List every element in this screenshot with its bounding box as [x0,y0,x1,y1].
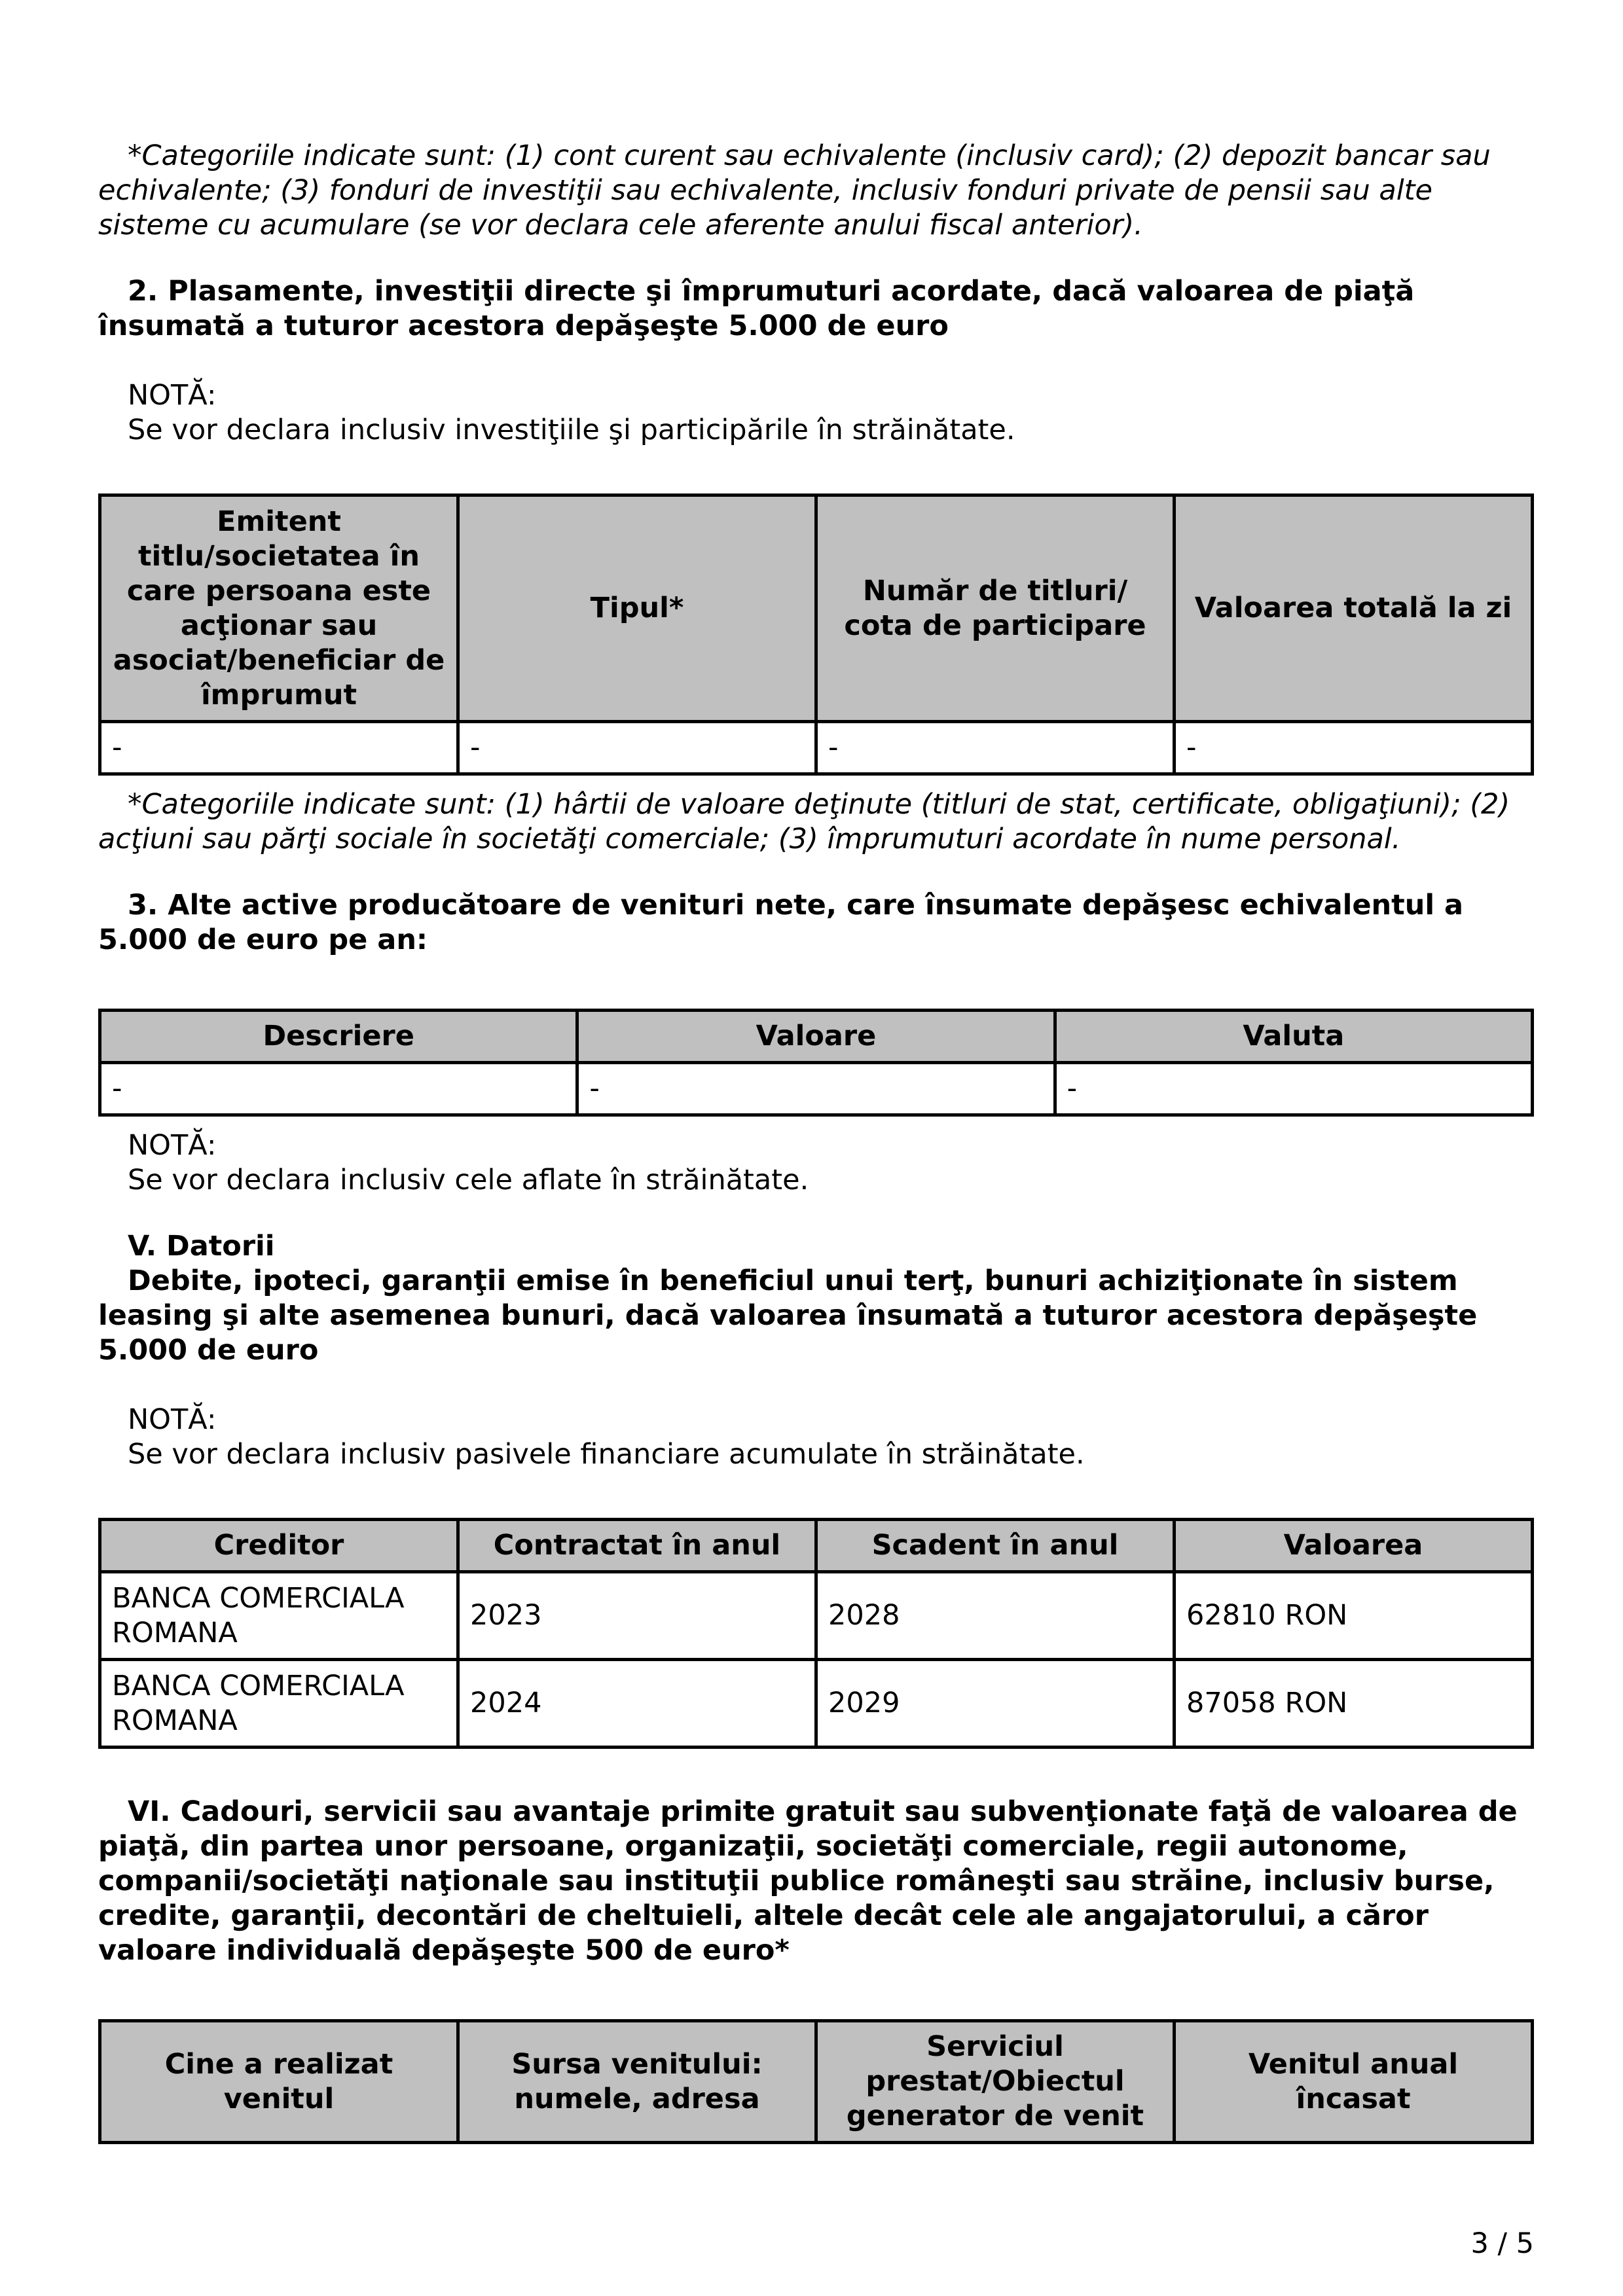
table-cell: 62810 RON [1175,1572,1533,1660]
document-page [98,139,1534,2144]
investments-table [98,493,1534,776]
footnote-section-2: *Categoriile indicate sunt: (1) hârtii de valoare deţinute (titluri de stat, certificate, obligaţiuni); (2) acţiuni sau părţi sociale în societăţi comerciale; (3) împrumuturi acordate în nume personal. [98,788,1510,855]
table-cell: - [100,1063,577,1115]
table-row [100,722,1533,774]
table-cell: 2024 [458,1660,816,1748]
header-sursa: Sursa venitului: numele, adresa [458,2021,816,2143]
footnote-section-1: *Categoriile indicate sunt: (1) cont curent sau echivalente (inclusiv card); (2) depozit bancar sau echivalente; (3) fonduri de investiţii sau echivalente, inclusiv fonduri private de pensii sau alte sisteme cu acumulare (se vor declara cele aferente anului fiscal anterior). [98,139,1491,242]
table-cell: - [100,722,458,774]
header-cine: Cine a realizat venitul [100,2021,458,2143]
table-cell: 2028 [816,1572,1175,1660]
table-cell: - [816,722,1175,774]
debts-table [98,1518,1534,1749]
table-cell: BANCA COMERCIALA ROMANA [100,1660,458,1748]
header-tipul: Tipul* [458,495,816,722]
section-2-heading: 2. Plasamente, investiţii directe şi împrumuturi acordate, dacă valoarea de piaţă însumată a tuturor acestora depăşeşte 5.000 de euro [98,275,1415,342]
table-row [100,1063,1533,1115]
table-cell: - [1055,1063,1532,1115]
section-v-note-label: NOTĂ: [128,1403,217,1436]
table-cell: 2029 [816,1660,1175,1748]
table-cell: - [1175,722,1533,774]
table-cell: 87058 RON [1175,1660,1533,1748]
header-creditor: Creditor [100,1520,458,1572]
table-cell: BANCA COMERCIALA ROMANA [100,1572,458,1660]
header-scadent: Scadent în anul [816,1520,1175,1572]
table-header-row [100,1011,1533,1063]
section-v-title: V. Datorii [128,1230,275,1263]
section-2-note-text: Se vor declara inclusiv investiţiile şi participările în străinătate. [128,414,1015,446]
header-valoarea-totala: Valoarea totală la zi [1175,495,1533,722]
table-cell: - [458,722,816,774]
page-number: 3 / 5 [1470,2227,1534,2260]
section-v-heading: Debite, ipoteci, garanţii emise în beneficiul unui terţ, bunuri achiziţionate în sistem leasing şi alte asemenea bunuri, dacă valoarea însumată a tuturor acestora depăşeşte 5.000 de euro [98,1265,1478,1367]
table-cell: 2023 [458,1572,816,1660]
gifts-table [98,2019,1534,2144]
header-emitent: Emitent titlu/societatea în care persoana este acţionar sau asociat/beneficiar de împrumut [100,495,458,722]
other-assets-table [98,1009,1534,1117]
header-valuta: Valuta [1055,1011,1532,1063]
header-numar-titluri: Număr de titluri/ cota de participare [816,495,1175,722]
section-3-note-label: NOTĂ: [128,1129,217,1162]
header-descriere: Descriere [100,1011,577,1063]
section-vi-heading: VI. Cadouri, servicii sau avantaje primite gratuit sau subvenţionate faţă de valoarea de piaţă, din partea unor persoane, organizaţii, societăţi comerciale, regii autonome, companii/societăţi naţionale sau instituţii publice româneşti sau străine, inclusiv burse, credite, garanţii, decontări de cheltuieli, altele decât cele ale angajatorului, a căror valoare individuală depăşeşte 500 de euro* [98,1795,1518,1967]
header-valoare: Valoare [577,1011,1055,1063]
section-3-heading: 3. Alte active producătoare de venituri nete, care însumate depăşesc echivalentul a 5.000 de euro pe an: [98,889,1464,956]
header-valoarea: Valoarea [1175,1520,1533,1572]
section-v-note-text: Se vor declara inclusiv pasivele financiare acumulate în străinătate. [128,1438,1085,1471]
header-contractat: Contractat în anul [458,1520,816,1572]
header-serviciul: Serviciul prestat/Obiectul generator de venit [816,2021,1175,2143]
header-venitul: Venitul anual încasat [1175,2021,1533,2143]
section-3-note-text: Se vor declara inclusiv cele aflate în străinătate. [128,1164,809,1196]
table-header-row [100,495,1533,722]
table-row [100,1572,1533,1660]
table-row [100,1660,1533,1748]
table-cell: - [577,1063,1055,1115]
table-header-row [100,2021,1533,2143]
section-2-note-label: NOTĂ: [128,379,217,412]
table-header-row [100,1520,1533,1572]
